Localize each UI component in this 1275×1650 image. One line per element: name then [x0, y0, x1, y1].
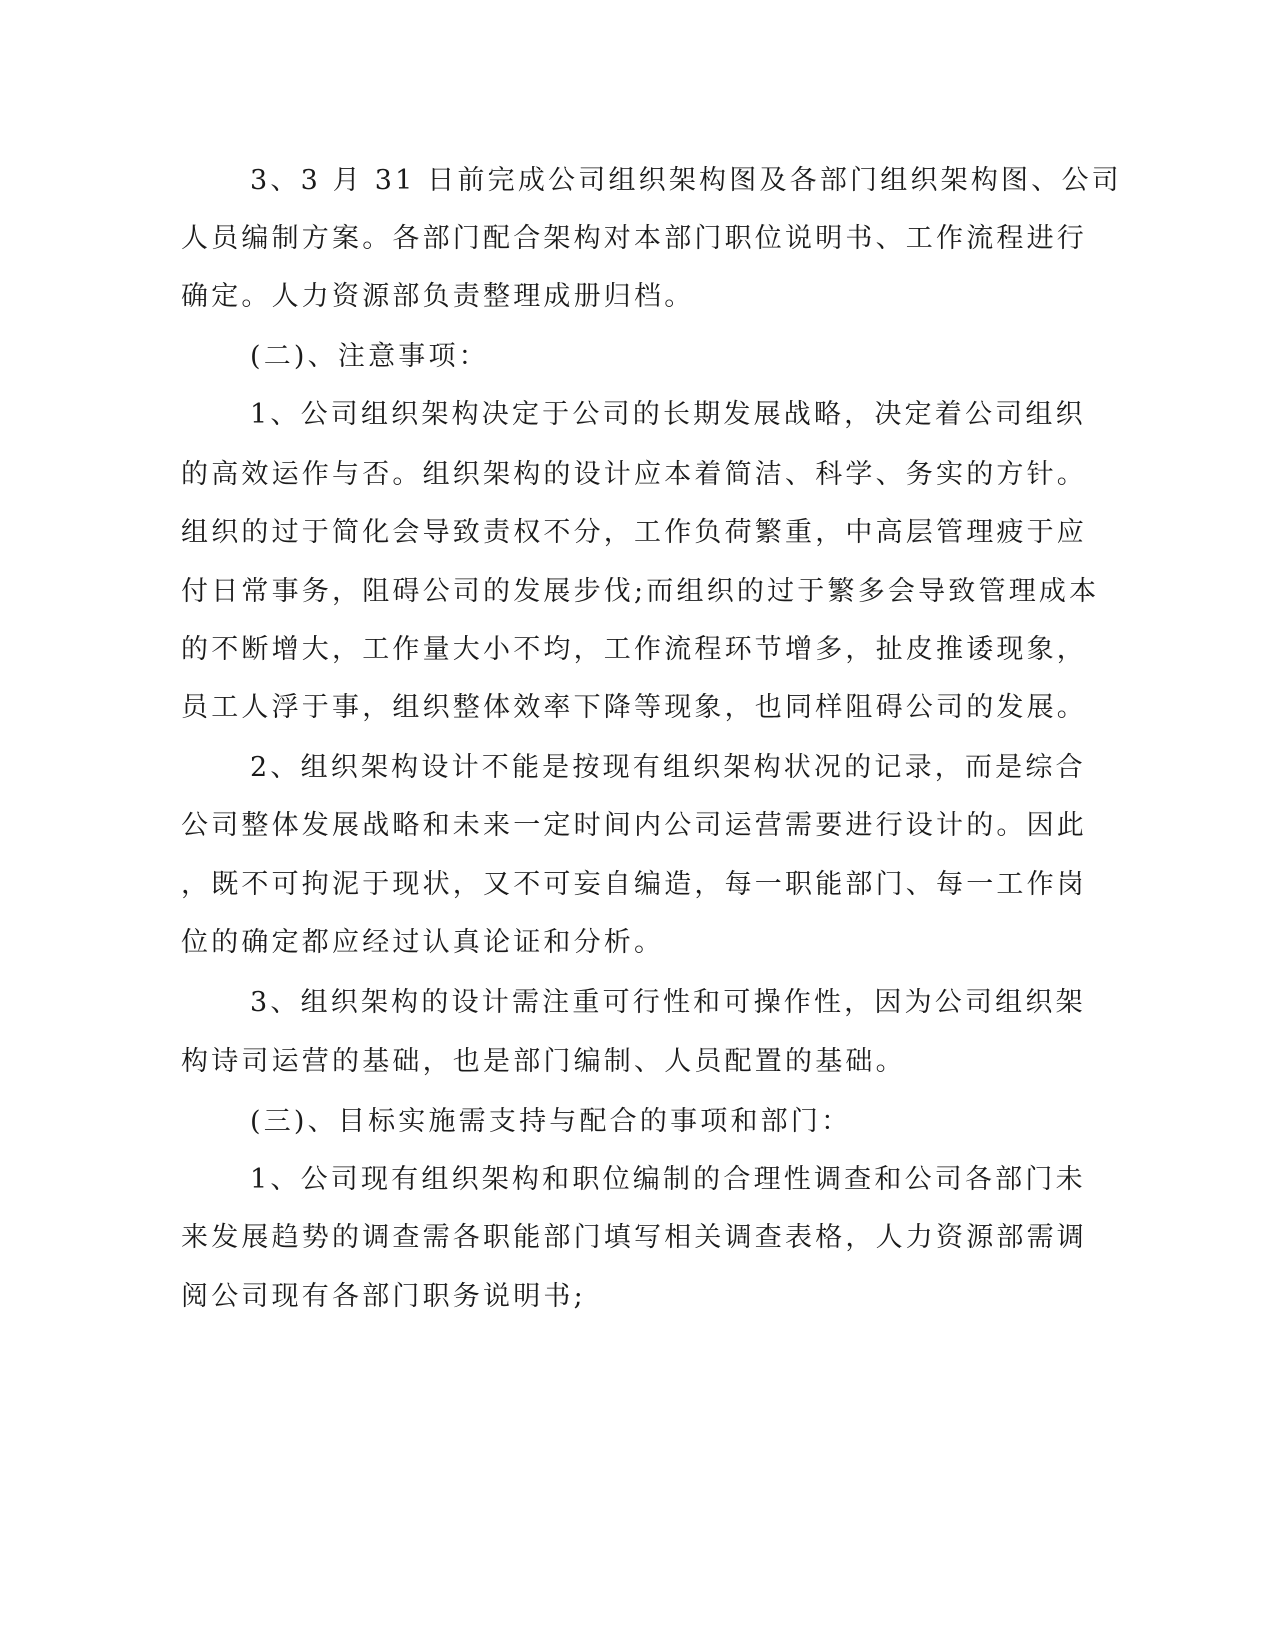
text-line-15: 3、组织架构的设计需注重可行性和可操作性，因为公司组织架: [250, 987, 1086, 1018]
text-line-2: 人员编制方案。各部门配合架构对本部门职位说明书、工作流程进行: [181, 223, 1087, 254]
section-heading-2: (二)、注意事项：: [250, 341, 489, 372]
text-line-1: 3、3 月 31 日前完成公司组织架构图及各部门组织架构图、公司: [250, 165, 1122, 196]
text-line-6: 的高效运作与否。组织架构的设计应本着简洁、科学、务实的方针。: [181, 459, 1087, 490]
text-line-3: 确定。人力资源部负责整理成册归档。: [181, 281, 695, 312]
text-line-14: 位的确定都应经过认真论证和分析。: [181, 927, 665, 958]
text-line-18: 1、公司现有组织架构和职位编制的合理性调查和公司各部门未: [250, 1164, 1086, 1195]
section-heading-3: (三)、目标实施需支持与配合的事项和部门：: [250, 1106, 852, 1137]
text-line-7: 组织的过于简化会导致责权不分，工作负荷繁重，中高层管理疲于应: [181, 517, 1087, 548]
text-line-11: 2、组织架构设计不能是按现有组织架构状况的记录，而是综合: [250, 752, 1086, 783]
text-line-8: 付日常事务，阻碍公司的发展步伐;而组织的过于繁多会导致管理成本: [181, 576, 1100, 607]
text-line-13: ，既不可拘泥于现状，又不可妄自编造，每一职能部门、每一工作岗: [181, 869, 1087, 900]
text-line-20: 阅公司现有各部门职务说明书;: [181, 1281, 586, 1312]
text-line-19: 来发展趋势的调查需各职能部门填写相关调查表格，人力资源部需调: [181, 1222, 1087, 1253]
text-line-12: 公司整体发展战略和未来一定时间内公司运营需要进行设计的。因此: [181, 810, 1087, 841]
text-line-10: 员工人浮于事，组织整体效率下降等现象，也同样阻碍公司的发展。: [181, 692, 1087, 723]
text-line-9: 的不断增大，工作量大小不均，工作流程环节增多，扯皮推诿现象，: [181, 634, 1087, 665]
text-line-16: 构诗司运营的基础，也是部门编制、人员配置的基础。: [181, 1046, 906, 1077]
text-line-5: 1、公司组织架构决定于公司的长期发展战略，决定着公司组织: [250, 399, 1086, 430]
